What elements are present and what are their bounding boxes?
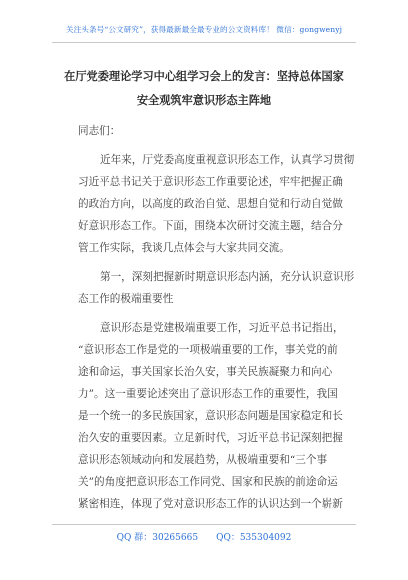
paragraph-1-line-5: 管工作实际，我谈几点体会与大家共同交流。 [78,242,290,254]
paragraph-3-line-2: “意识形态工作是党的一项极端重要的工作，事关党的前 [78,344,338,356]
paragraph-3-line-8: 关”的角度把意识形态工作同党、国家和民族的前途命运 [78,476,338,488]
paragraph-1-line-2: 习近平总书记关于意识形态工作重要论述，牢牢把握正确 [78,176,343,188]
header-banner: 关注头条号“公文研究”，获得最新最全最专业的公文资料库！ 微信：gongwenyj [65,25,343,34]
paragraph-3-line-7: 意识形态领域动向和发展趋势，从极端重要和“三个事 [78,454,328,466]
section-heading-line-1: 第一，深刻把握新时期意识形态内涵，充分认识意识形 [100,271,355,283]
document-title-line-2: 安全观筑牢意识形态主阵地 [136,93,272,107]
paragraph-3-line-9: 紧密相连，体现了党对意识形态工作的认识达到一个崭新 [78,498,343,510]
document-title-line-1: 在厅党委理论学习中心组学习会上的发言：坚持总体国家 [64,69,344,83]
section-heading-line-2: 态工作的极端重要性 [78,293,174,305]
paragraph-3-line-5: 是一个统一的多民族国家，意识形态问题是国家稳定和长 [78,410,343,422]
header-divider [52,42,356,43]
paragraph-3-line-6: 治久安的重要因素。立足新时代，习近平总书记深刻把握 [78,432,343,444]
paragraph-3-line-3: 途和命运，事关国家长治久安，事关民族凝聚力和向心 [78,366,333,378]
salutation: 同志们： [78,125,121,137]
footer-qq-group: QQ 群：30265665 [116,533,199,543]
paragraph-1-line-1: 近年来，厅党委高度重视意识形态工作，认真学习贯彻 [100,154,355,166]
paragraph-3-line-1: 意识形态是党建极端重要工作，习近平总书记指出， [100,322,344,334]
paragraph-1-line-3: 的政治方向，以高度的政治自觉、思想自觉和行动自觉做 [78,198,343,210]
footer-divider [52,524,356,525]
paragraph-1-line-4: 好意识形态工作。下面，围绕本次研讨交流主题，结合分 [78,220,343,232]
paragraph-3-line-4: 力”。这一重要论述突出了意识形态工作的重要性，我国 [78,388,338,400]
footer [0,530,408,543]
footer-qq: QQ：535304092 [216,533,292,543]
